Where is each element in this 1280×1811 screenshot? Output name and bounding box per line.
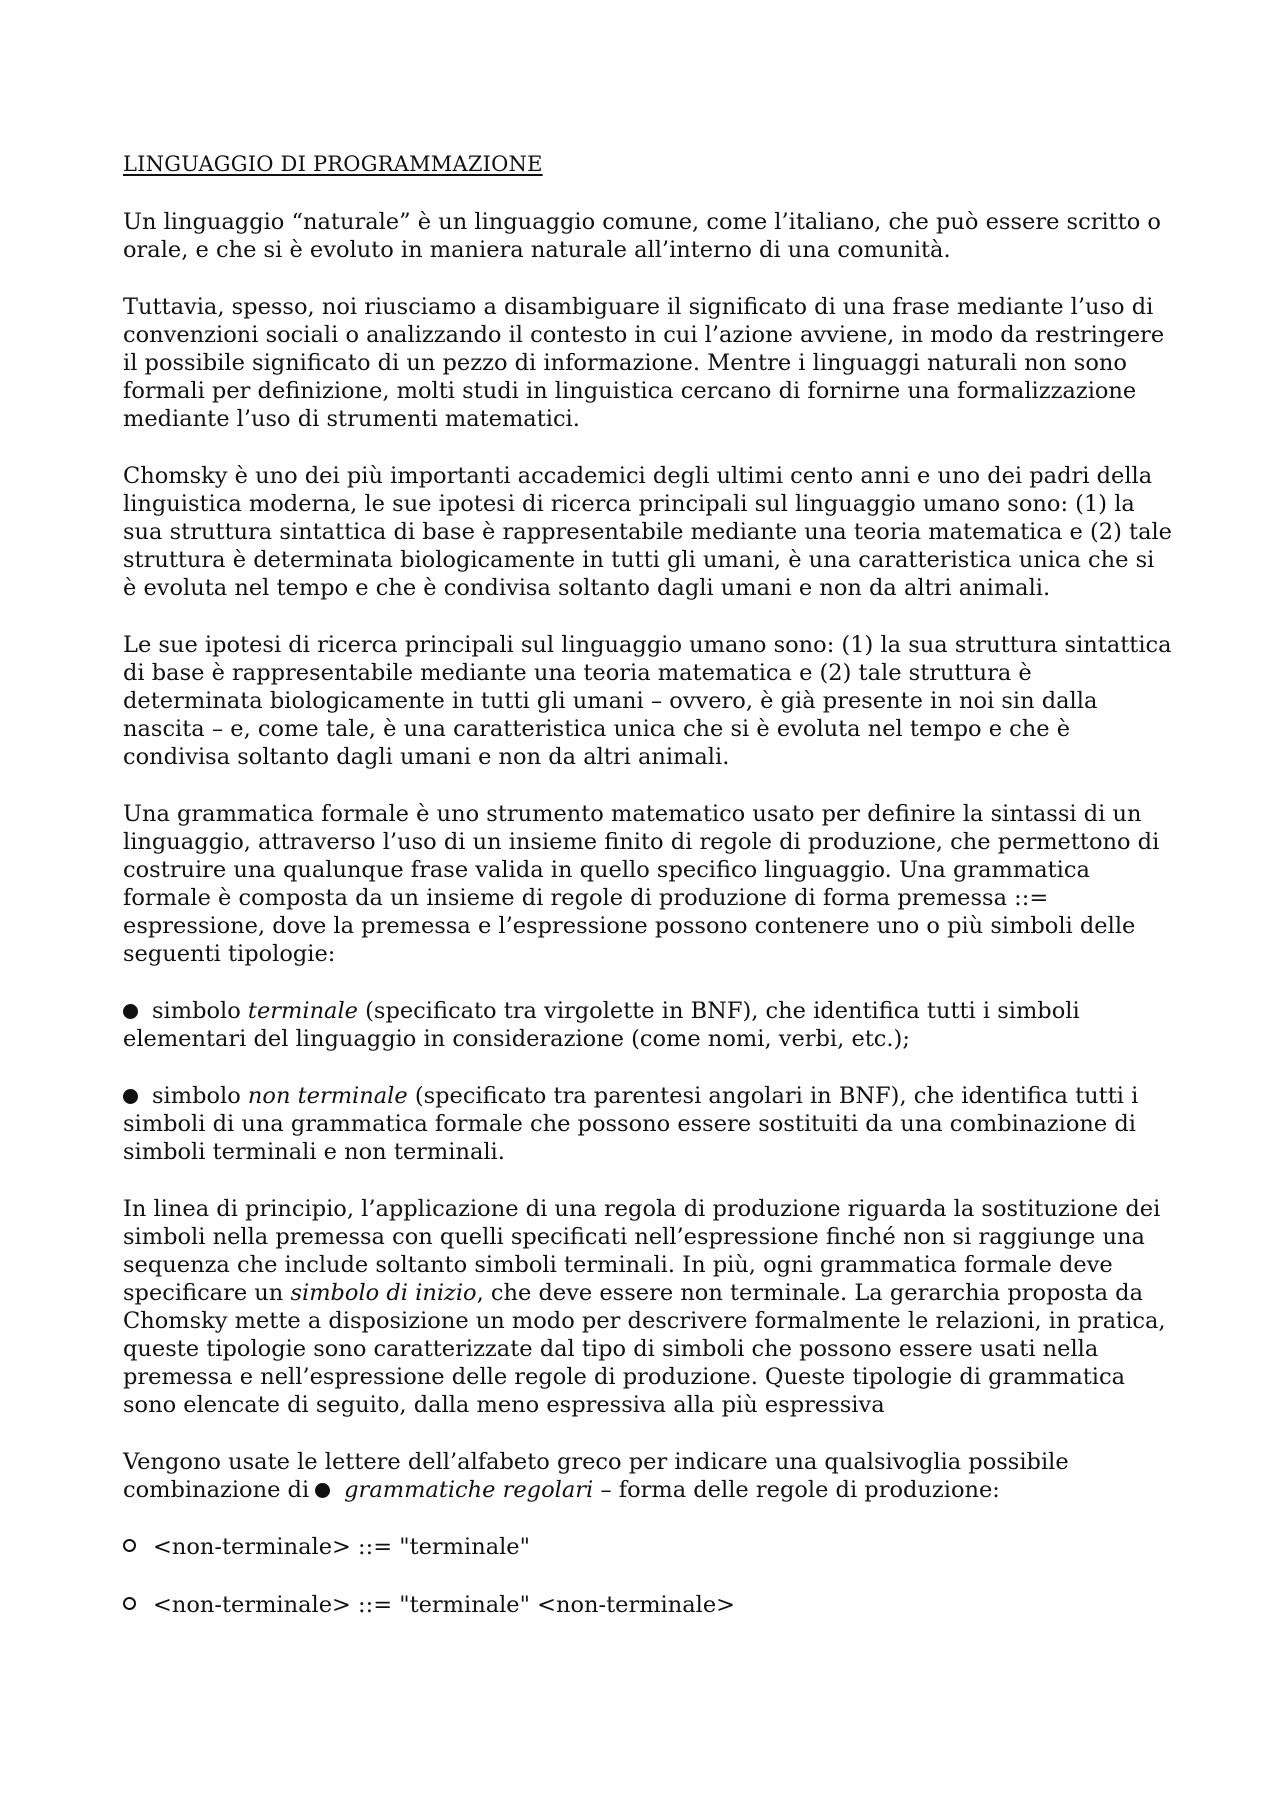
bullet-text-before: simbolo [152,1083,248,1109]
rule-text: <non-terminale> ::= "terminale" [153,1534,530,1560]
rule-item [123,1533,1173,1561]
bullet-text-italic: non terminale [247,1083,408,1109]
bullet-icon [123,1004,138,1019]
paragraph-natural-language: Un linguaggio “naturale” è un linguaggio comune, come l’italiano, che può essere scritto o orale, e che si è evoluto in maniera naturale all’interno di una comunità. [123,209,1161,263]
bullet-icon [315,1483,330,1498]
document-page [123,150,1173,1649]
paragraph-text-italic: simbolo di inizio [290,1280,477,1306]
bullet-icon [123,1089,138,1104]
document-title: LINGUAGGIO DI PROGRAMMAZIONE [123,152,543,176]
paragraph-greek-letters [123,1448,1173,1504]
paragraph-text-after: , che deve essere non terminale. La gerarchia proposta da Chomsky mette a disposizione un modo per descrivere formalmente le relazioni, in pratica, queste tipologie sono caratterizzate dal tipo di simboli che possono essere usati nella premessa e nell’espressione delle regole di produzione. Queste tipologie di grammatica sono elencate di seguito, dalla meno espressiva alla più espressiva [123,1280,1166,1418]
bullet-text-italic: terminale [247,998,358,1024]
hollow-bullet-icon [123,1539,136,1552]
bullet-text-after: (specificato tra parentesi angolari in BNF), che identifica tutti i simboli di una grammatica formale che possono essere sostituiti da una combinazione di simboli terminali e non terminali. [123,1083,1139,1165]
hollow-bullet-icon [123,1597,136,1610]
bullet-text-after: (specificato tra virgolette in BNF), che identifica tutti i simboli elementari del linguaggio in considerazione (come nomi, verbi, etc.); [123,998,1080,1052]
list-item-terminal [123,997,1173,1053]
rule-text: <non-terminale> ::= "terminale" <non-terminale> [153,1592,736,1618]
paragraph-hypotheses: Le sue ipotesi di ricerca principali sul linguaggio umano sono: (1) la sua struttura sintattica di base è rappresentabile mediante una teoria matematica e (2) tale struttura è determinata biologicamente in tutti gli umani – ovvero, è già presente in noi sin dalla nascita – e, come tale, è una caratteristica unica che si è evoluta nel tempo e che è condivisa soltanto dagli umani e non da altri animali. [123,632,1172,770]
list-item-non-terminal [123,1082,1173,1166]
bullet-text-before: simbolo [152,998,248,1024]
paragraph-production-rules [123,1195,1173,1419]
paragraph-text-before: In linea di principio, l’applicazione di una regola di produzione riguarda la sostituzione dei simboli nella premessa con quelli specificati nell’espressione finché non si raggiunge una sequenza che include soltanto simboli terminali. In più, ogni grammatica formale deve specificare un [123,1196,1161,1306]
paragraph-formal-grammar: Una grammatica formale è uno strumento matematico usato per definire la sintassi di un linguaggio, attraverso l’uso di un insieme finito di regole di produzione, che permettono di costruire una qualunque frase valida in quello specifico linguaggio. Una grammatica formale è composta da un insieme di regole di produzione di forma premessa ::= espressione, dove la premessa e l’espressione possono contenere uno o più simboli delle seguenti tipologie: [123,801,1160,967]
rule-item [123,1591,1173,1619]
paragraph-disambiguation: Tuttavia, spesso, noi riusciamo a disambiguare il significato di una frase mediante l’uso di convenzioni sociali o analizzando il contesto in cui l’azione avviene, in modo da restringere il possibile significato di un pezzo di informazione. Mentre i linguaggi naturali non sono formali per definizione, molti studi in linguistica cercano di fornirne una formalizzazione mediante l’uso di strumenti matematici. [123,294,1165,432]
paragraph-text-after: – forma delle regole di produzione: [593,1477,1000,1503]
paragraph-chomsky: Chomsky è uno dei più importanti accademici degli ultimi cento anni e uno dei padri della linguistica moderna, le sue ipotesi di ricerca principali sul linguaggio umano sono: (1) la sua struttura sintattica di base è rappresentabile mediante una teoria matematica e (2) tale struttura è determinata biologicamente in tutti gli umani, è una caratteristica unica che si è evoluta nel tempo e che è condivisa soltanto dagli umani e non da altri animali. [123,463,1172,601]
paragraph-text-italic: grammatiche regolari [344,1477,594,1503]
paragraph-text-before: Vengono usate le lettere dell’alfabeto greco per indicare una qualsivoglia possibile combinazione di [123,1449,1069,1503]
